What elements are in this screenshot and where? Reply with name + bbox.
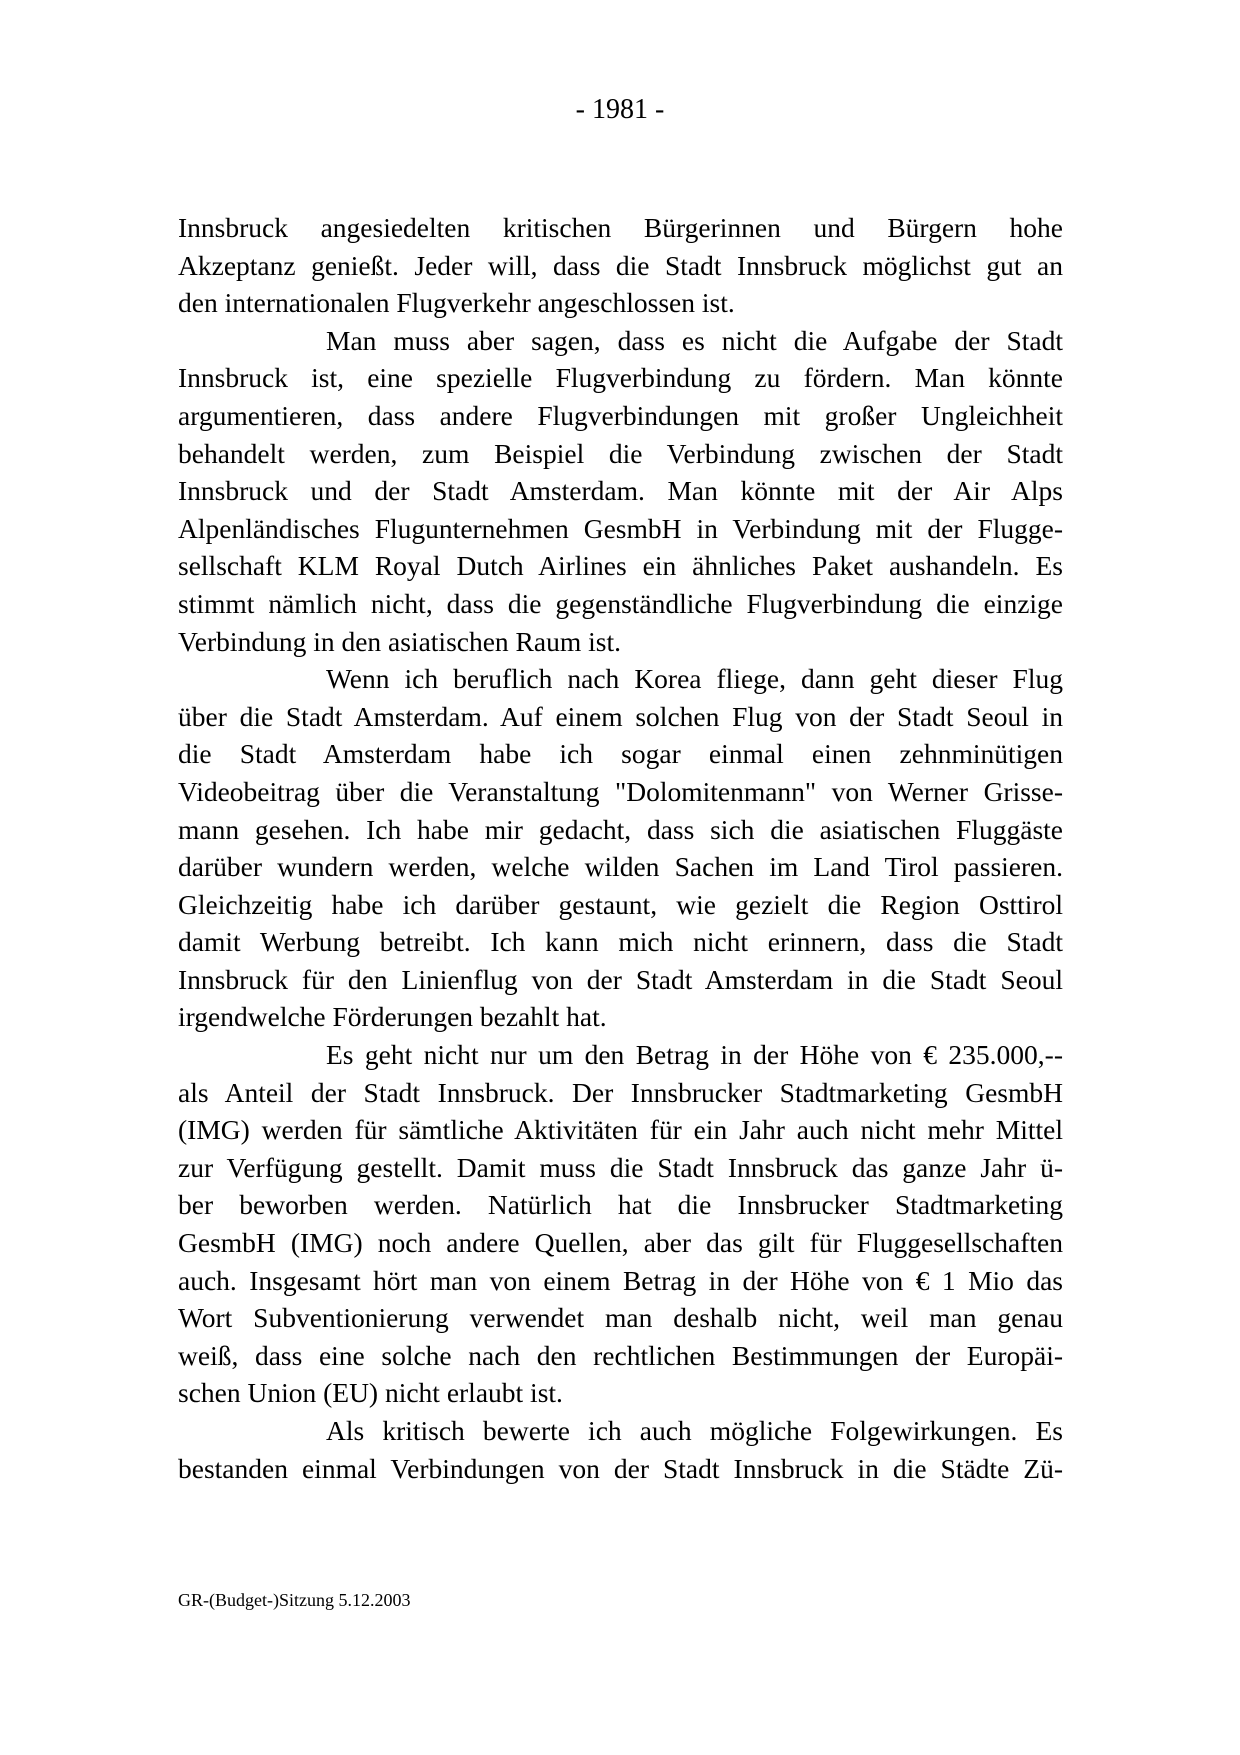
page-number: - 1981 - bbox=[575, 94, 665, 125]
text-line: den internationalen Flugverkehr angeschlossen ist. bbox=[178, 287, 735, 319]
text-line: auch. Insgesamt hört man von einem Betrag in der Höhe von € 1 Mio das bbox=[178, 1264, 1063, 1296]
text-line: als Anteil der Stadt Innsbruck. Der Innsbrucker Stadtmarketing GesmbH bbox=[178, 1076, 1063, 1108]
footer-session-label: GR-(Budget-)Sitzung 5.12.2003 bbox=[178, 1590, 411, 1610]
text-line: stimmt nämlich nicht, dass die gegenständliche Flugverbindung die einzige bbox=[178, 587, 1063, 619]
text-line: Innsbruck ist, eine spezielle Flugverbindung zu fördern. Man könnte bbox=[178, 362, 1063, 394]
text-line: Es geht nicht nur um den Betrag in der Höhe von € 235.000,-- bbox=[326, 1039, 1063, 1071]
paragraph bbox=[178, 1036, 1063, 1412]
text-line: mann gesehen. Ich habe mir gedacht, dass sich die asiatischen Fluggäste bbox=[178, 813, 1063, 845]
text-line: behandelt werden, zum Beispiel die Verbindung zwischen der Stadt bbox=[178, 437, 1063, 469]
text-line: Als kritisch bewerte ich auch mögliche Folgewirkungen. Es bbox=[326, 1415, 1063, 1446]
text-line: Innsbruck und der Stadt Amsterdam. Man könnte mit der Air Alps bbox=[178, 475, 1063, 507]
text-line: GesmbH (IMG) noch andere Quellen, aber das gilt für Fluggesellschaften bbox=[178, 1227, 1063, 1259]
paragraph bbox=[178, 209, 1063, 322]
text-line: argumentieren, dass andere Flugverbindungen mit großer Ungleichheit bbox=[178, 399, 1063, 431]
text-line: Man muss aber sagen, dass es nicht die Aufgabe der Stadt bbox=[326, 324, 1063, 356]
body-text bbox=[178, 209, 1063, 1487]
text-line: darüber wundern werden, welche wilden Sachen im Land Tirol passieren. bbox=[178, 851, 1063, 883]
text-line: irgendwelche Förderungen bezahlt hat. bbox=[178, 1001, 607, 1033]
text-line: über die Stadt Amsterdam. Auf einem solchen Flug von der Stadt Seoul in bbox=[178, 700, 1063, 732]
text-line: bestanden einmal Verbindungen von der Stadt Innsbruck in die Städte Zü- bbox=[178, 1452, 1063, 1484]
paragraph bbox=[178, 660, 1063, 1036]
text-line: Gleichzeitig habe ich darüber gestaunt, wie gezielt die Region Osttirol bbox=[178, 888, 1063, 920]
text-line: damit Werbung betreibt. Ich kann mich nicht erinnern, dass die Stadt bbox=[178, 926, 1063, 958]
text-line: Videobeitrag über die Veranstaltung "Dolomitenmann" von Werner Grisse- bbox=[178, 775, 1063, 807]
text-line: (IMG) werden für sämtliche Aktivitäten für ein Jahr auch nicht mehr Mittel bbox=[178, 1114, 1063, 1146]
text-line: die Stadt Amsterdam habe ich sogar einmal einen zehnminütigen bbox=[178, 738, 1063, 770]
text-line: Innsbruck angesiedelten kritischen Bürgerinnen und Bürgern hohe bbox=[178, 212, 1063, 243]
text-line: zur Verfügung gestellt. Damit muss die Stadt Innsbruck das ganze Jahr ü- bbox=[178, 1151, 1063, 1183]
paragraph bbox=[178, 322, 1063, 660]
text-line: Wort Subventionierung verwendet man deshalb nicht, weil man genau bbox=[178, 1302, 1063, 1334]
text-line: Verbindung in den asiatischen Raum ist. bbox=[178, 625, 621, 657]
text-line: weiß, dass eine solche nach den rechtlichen Bestimmungen der Europäi- bbox=[178, 1339, 1063, 1371]
paragraph bbox=[178, 1412, 1063, 1487]
text-line: schen Union (EU) nicht erlaubt ist. bbox=[178, 1377, 563, 1409]
text-line: Wenn ich beruflich nach Korea fliege, dann geht dieser Flug bbox=[326, 663, 1063, 695]
text-line: Akzeptanz genießt. Jeder will, dass die Stadt Innsbruck möglichst gut an bbox=[178, 249, 1063, 281]
text-line: sellschaft KLM Royal Dutch Airlines ein ähnliches Paket aushandeln. Es bbox=[178, 550, 1063, 582]
text-line: Innsbruck für den Linienflug von der Stadt Amsterdam in die Stadt Seoul bbox=[178, 963, 1063, 995]
text-line: Alpenländisches Flugunternehmen GesmbH in Verbindung mit der Flugge- bbox=[178, 512, 1063, 544]
text-line: ber beworben werden. Natürlich hat die Innsbrucker Stadtmarketing bbox=[178, 1189, 1063, 1221]
